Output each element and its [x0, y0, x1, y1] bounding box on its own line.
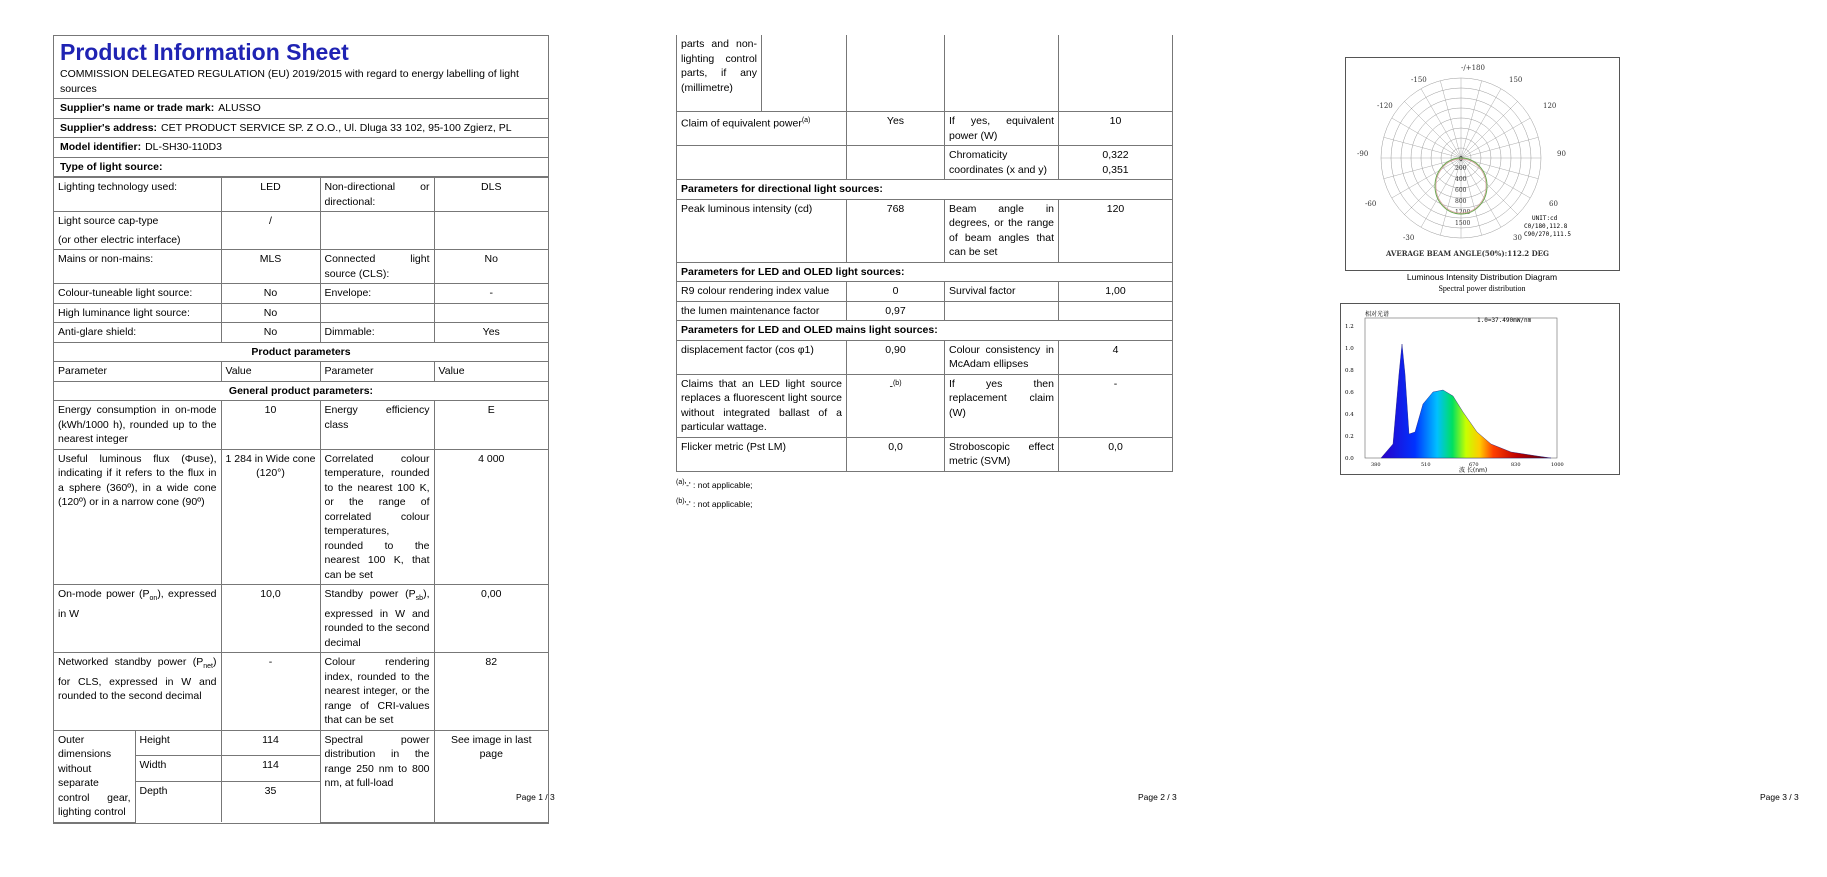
- anti-glare-value: No: [221, 323, 320, 343]
- col-header-value-2: Value: [434, 362, 548, 382]
- address-label: Supplier's address:: [60, 121, 158, 134]
- displacement-label: displacement factor (cos φ1): [677, 340, 847, 374]
- cap-value: /: [221, 212, 320, 250]
- anti-glare-label: Anti-glare shield:: [54, 323, 221, 343]
- spectral-chart-frame: [1340, 303, 1620, 475]
- type-row: Type of light source:: [54, 157, 548, 177]
- r9-value: 0: [847, 282, 945, 302]
- polar-angle-label: -150: [1411, 76, 1427, 84]
- spectral-curve: [1381, 344, 1551, 458]
- colour-tuneable-value: No: [221, 284, 320, 304]
- lumen-label: the lumen maintenance factor: [677, 301, 847, 321]
- width-value: 114: [221, 756, 320, 782]
- polar-spoke: [1384, 137, 1461, 158]
- polar-spoke: [1404, 101, 1461, 158]
- page-1: [53, 35, 549, 877]
- directional-label: Non-directional or directional:: [320, 177, 434, 212]
- displacement-value: 0,90: [847, 340, 945, 374]
- supplier-value: ALUSSO: [218, 102, 261, 114]
- cri-label: Colour rendering index, rounded to the nearest integer, or the range of CRI-values that can be set: [320, 653, 434, 731]
- spectral-y-label: 相对光谱: [1365, 311, 1390, 318]
- svm-label: Stroboscopic effect metric (SVM): [945, 437, 1059, 471]
- energy-value: 10: [221, 401, 320, 450]
- spectral-caption: Spectral power distribution: [1438, 284, 1526, 293]
- polar-spoke: [1461, 101, 1518, 158]
- spd-label: Spectral power distribution in the range 250 nm to 800 nm, at full-load: [320, 730, 434, 822]
- cct-value: 4 000: [434, 449, 548, 585]
- networked-label: Networked standby power $(P_{net})$ for CLS, expressed in W and rounded to the second decimal: [54, 653, 221, 731]
- spectral-x-tick: 380: [1371, 462, 1381, 468]
- tech-value: LED: [221, 177, 320, 212]
- polar-angle-label: -30: [1403, 234, 1415, 242]
- high-luminance-value: No: [221, 303, 320, 323]
- polar-spoke: [1461, 158, 1518, 215]
- efficiency-label: Energy efficiency class: [320, 401, 434, 450]
- spectral-y-tick: 0.0: [1345, 456, 1354, 462]
- polar-diagram-frame: [1345, 57, 1620, 271]
- regulation-text: COMMISSION DELEGATED REGULATION (EU) 2019/2015 with regard to energy labelling of light sources: [60, 68, 519, 95]
- chromaticity-value: 0,322 0,351: [1059, 146, 1173, 180]
- claim-value: -$^{(b)}$: [847, 374, 945, 437]
- cri-value: 82: [434, 653, 548, 731]
- depth-value: 35: [221, 782, 320, 823]
- dimmable-value: Yes: [434, 323, 548, 343]
- tech-label: Lighting technology used:: [54, 177, 221, 212]
- depth-label: Depth: [135, 782, 221, 823]
- polar-average-beam: AVERAGE BEAM ANGLE(50%):112.2 DEG: [1386, 249, 1549, 258]
- col-header-parameter: Parameter: [54, 362, 221, 382]
- polar-spoke: [1461, 89, 1501, 158]
- cap-label-1: Light source cap-type: [58, 215, 159, 227]
- replace-value: -: [1059, 374, 1173, 437]
- spectral-x-tick: 670: [1469, 462, 1479, 468]
- dimensions-label-cont: parts and non-lighting control parts, if any (millimetre): [677, 35, 762, 112]
- model-value: DL-SH30-110D3: [145, 141, 222, 153]
- polar-angle-label: 150: [1509, 76, 1523, 84]
- polar-spoke: [1392, 118, 1461, 158]
- on-mode-label: On-mode power $(P_{on})$, expressed in W: [54, 585, 221, 653]
- spectral-chart: [1341, 304, 1619, 474]
- standby-label: Standby power $(P_{sb})$, expressed in W and rounded to the second decimal: [320, 585, 434, 653]
- polar-radius-label: 1500: [1455, 220, 1471, 227]
- polar-radius-label: 600: [1455, 187, 1467, 194]
- polar-zero-label: 0: [1459, 156, 1463, 163]
- polar-spoke: [1404, 158, 1461, 215]
- peak-value: 768: [847, 199, 945, 262]
- spectral-x-tick: 510: [1421, 462, 1431, 468]
- polar-spoke: [1461, 158, 1530, 198]
- spectral-y-tick: 1.0: [1345, 346, 1354, 352]
- footnote-a: $^{(a)}$'-' : not applicable;: [676, 478, 753, 490]
- envelope-value: -: [434, 284, 548, 304]
- polar-caption: Luminous Intensity Distribution Diagram: [1406, 272, 1558, 282]
- polar-angle-label: 30: [1513, 234, 1522, 242]
- product-params-header: Product parameters: [54, 342, 548, 362]
- polar-angle-label: -60: [1365, 200, 1377, 208]
- width-label: Width: [135, 756, 221, 782]
- polar-spoke: [1461, 81, 1482, 158]
- polar-radius-label: 800: [1455, 198, 1467, 205]
- address-value: CET PRODUCT SERVICE SP. Z O.O., Ul. Dluga 33 102, 95-100 Zgierz, PL: [161, 121, 512, 134]
- product-table: [54, 176, 548, 823]
- energy-label: Energy consumption in on-mode (kWh/1000 h), rounded up to the nearest integer: [54, 401, 221, 450]
- page-2: [676, 35, 1173, 877]
- lumen-value: 0,97: [847, 301, 945, 321]
- spectral-y-tick: 0.8: [1345, 368, 1354, 374]
- spectral-info: 1.0=37.490mW/nm: [1477, 317, 1532, 324]
- polar-angle-label: 120: [1543, 102, 1557, 110]
- polar-radius-label: 1200: [1455, 209, 1471, 216]
- spectral-x-tick: 1000: [1551, 462, 1564, 468]
- standby-value: 0,00: [434, 585, 548, 653]
- polar-legend-0: UNIT:cd: [1532, 215, 1558, 222]
- spectral-y-tick: 0.2: [1345, 434, 1354, 440]
- svm-value: 0,0: [1059, 437, 1173, 471]
- flux-value: 1 284 in Wide cone (120°): [221, 449, 320, 585]
- info-sheet-box: [53, 35, 549, 824]
- dimensions-label: Outer dimensions without separate control gear, lighting control: [54, 730, 135, 822]
- flux-label: Useful luminous flux (Φuse), indicating if it refers to the flux in a sphere (360º), in a wide cone (120º) or in a narrow cone (90º): [54, 449, 221, 585]
- polar-angle-label: -120: [1377, 102, 1393, 110]
- flicker-value: 0,0: [847, 437, 945, 471]
- polar-angle-label: -90: [1357, 150, 1369, 158]
- polar-radius-label: 200: [1455, 165, 1467, 172]
- model-label: Model identifier:: [60, 141, 142, 153]
- polar-spoke: [1461, 137, 1538, 158]
- polar-spoke: [1461, 118, 1530, 158]
- equiv-power-label: Claim of equivalent power$^{(a)}$: [677, 112, 847, 146]
- cls-value: No: [434, 250, 548, 284]
- spectral-x-label: 波 长(nm): [1459, 467, 1488, 474]
- polar-angle-label: -/+180: [1461, 64, 1485, 72]
- supplier-label: Supplier's name or trade mark:: [60, 102, 215, 114]
- address-row: [54, 118, 548, 138]
- r9-label: R9 colour rendering index value: [677, 282, 847, 302]
- polar-spoke: [1440, 81, 1461, 158]
- height-label: Height: [135, 730, 221, 756]
- mcadam-label: Colour consistency in McAdam ellipses: [945, 340, 1059, 374]
- footnote-b: $^{(b)}$'-' : not applicable;: [676, 498, 753, 510]
- polar-spoke: [1392, 158, 1461, 198]
- cct-label: Correlated colour temperature, rounded to the nearest 100 K, or the range of correlated colour temperatures, rounded to the nearest 100 K, that can be set: [320, 449, 434, 585]
- height-value: 114: [221, 730, 320, 756]
- polar-legend-1: C0/180,112.8: [1524, 223, 1568, 230]
- page-number-1: Page 1 / 3: [516, 792, 555, 802]
- page-number-2: Page 2 / 3: [1138, 792, 1177, 802]
- led-header: Parameters for LED and OLED light sources:: [677, 262, 1173, 282]
- beam-value: 120: [1059, 199, 1173, 262]
- product-table-continued: [676, 35, 1173, 472]
- polar-angle-label: 90: [1557, 150, 1566, 158]
- page-number-3: Page 3 / 3: [1760, 792, 1799, 802]
- equiv-w-label: If yes, equivalent power (W): [945, 112, 1059, 146]
- general-params-header: General product parameters:: [54, 381, 548, 401]
- polar-angle-label: 60: [1549, 200, 1558, 208]
- survival-value: 1,00: [1059, 282, 1173, 302]
- mains-label: Mains or non-mains:: [54, 250, 221, 284]
- polar-radius-label: 400: [1455, 176, 1467, 183]
- supplier-row: [54, 98, 548, 118]
- spectral-y-tick: 0.4: [1345, 412, 1354, 418]
- polar-diagram: [1346, 58, 1619, 270]
- mains-header: Parameters for LED and OLED mains light sources:: [677, 321, 1173, 341]
- model-row: [54, 137, 548, 157]
- envelope-label: Envelope:: [320, 284, 434, 304]
- polar-spoke: [1421, 89, 1461, 158]
- equiv-power-value: Yes: [847, 112, 945, 146]
- flicker-label: Flicker metric (Pst LM): [677, 437, 847, 471]
- mains-value: MLS: [221, 250, 320, 284]
- spectral-y-tick: 1.2: [1345, 324, 1354, 330]
- claim-label: Claims that an LED light source replaces a fluorescent light source without integrated ballast of a particular wattage.: [677, 374, 847, 437]
- directional-header: Parameters for directional light sources:: [677, 180, 1173, 200]
- on-mode-value: 10,0: [221, 585, 320, 653]
- spd-value: See image in last page: [434, 730, 548, 822]
- col-header-parameter-2: Parameter: [320, 362, 434, 382]
- high-luminance-label: High luminance light source:: [54, 303, 221, 323]
- networked-value: -: [221, 653, 320, 731]
- beam-label: Beam angle in degrees, or the range of beam angles that can be set: [945, 199, 1059, 262]
- directional-value: DLS: [434, 177, 548, 212]
- efficiency-value: E: [434, 401, 548, 450]
- mcadam-value: 4: [1059, 340, 1173, 374]
- col-header-value: Value: [221, 362, 320, 382]
- survival-label: Survival factor: [945, 282, 1059, 302]
- chromaticity-label: Chromaticity coordinates (x and y): [945, 146, 1059, 180]
- colour-tuneable-label: Colour-tuneable light source:: [54, 284, 221, 304]
- dimmable-label: Dimmable:: [320, 323, 434, 343]
- page-title: Product Information Sheet: [60, 39, 349, 65]
- cap-label: [54, 212, 221, 250]
- equiv-w-value: 10: [1059, 112, 1173, 146]
- replace-label: If yes then replacement claim (W): [945, 374, 1059, 437]
- spectral-y-tick: 0.6: [1345, 390, 1354, 396]
- cls-label: Connected light source (CLS):: [320, 250, 434, 284]
- spectral-x-tick: 830: [1511, 462, 1521, 468]
- peak-label: Peak luminous intensity (cd): [677, 199, 847, 262]
- cap-label-2: (or other electric interface): [58, 233, 181, 246]
- polar-legend-2: C90/270,111.5: [1524, 231, 1571, 238]
